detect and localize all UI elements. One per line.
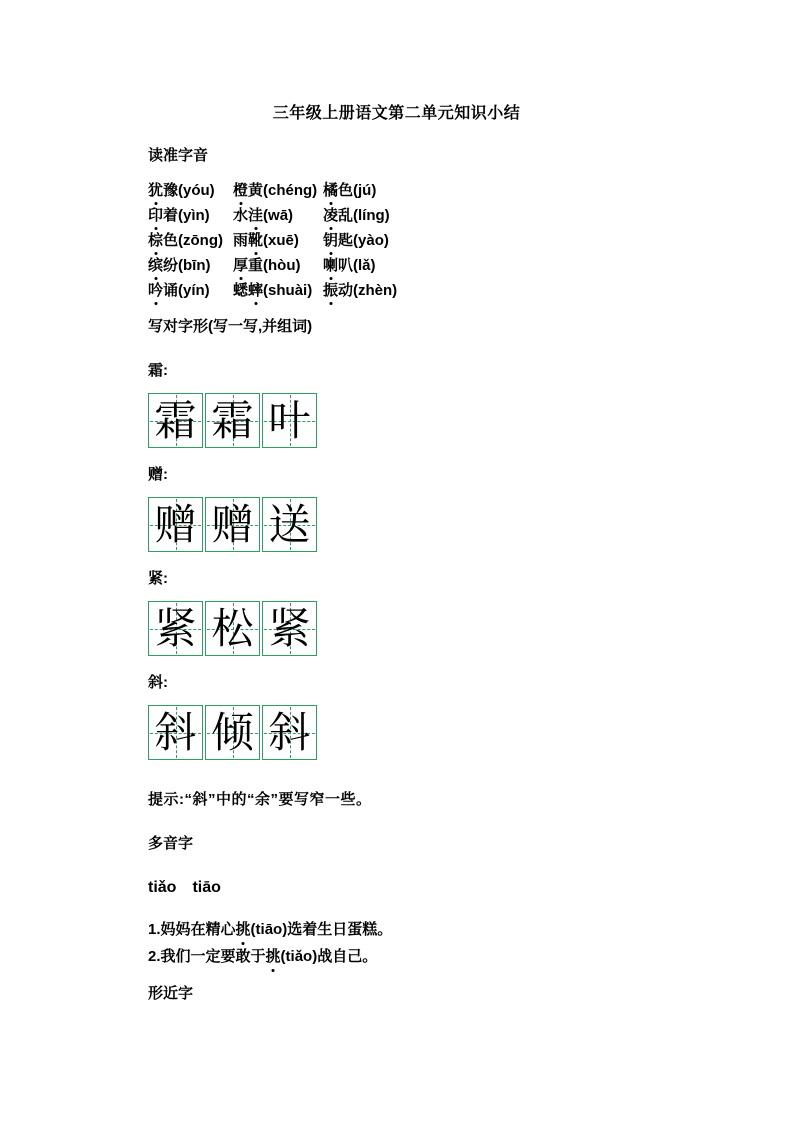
pinyin-word <box>323 178 663 203</box>
word-after: 色(jú) <box>338 182 377 199</box>
char-label: 霜: <box>148 362 168 379</box>
sentence-before: 2.我们一定要敢于 <box>148 948 266 965</box>
word-after: 纷(bīn) <box>163 257 211 274</box>
practice-char: 赠 <box>211 499 254 549</box>
practice-char: 斜 <box>154 707 197 757</box>
word-before: 水 <box>233 207 249 224</box>
word-after: (xuē) <box>263 232 299 249</box>
practice-char: 叶 <box>268 395 311 445</box>
pinyin-word <box>323 253 663 278</box>
grid-cell <box>148 497 203 552</box>
word-emphasized-char: 靴 <box>248 228 263 253</box>
word-after: (wā) <box>263 207 294 224</box>
practice-char: 霜 <box>154 395 197 445</box>
pinyin-word-row <box>148 228 663 253</box>
section-heading-writing: 写对字形(写一写,并组词) <box>148 318 313 335</box>
polyphone-pinyin: tiāo <box>192 879 221 896</box>
grid-cell <box>262 393 317 448</box>
grid-cell <box>262 705 317 760</box>
tian-zi-grid <box>148 601 663 656</box>
writing-block-xie <box>148 673 663 760</box>
grid-cell <box>148 393 203 448</box>
example-sentences <box>148 916 663 970</box>
word-after: 着(yìn) <box>163 207 210 224</box>
pinyin-word <box>323 228 663 253</box>
word-emphasized-char: 钥 <box>323 228 338 253</box>
word-after: 匙(yào) <box>338 232 389 249</box>
pinyin-word-row <box>148 278 663 303</box>
polyphone-pinyin: tiǎo <box>148 879 177 896</box>
word-after: 黄(chéng) <box>248 182 318 199</box>
grid-cell <box>205 601 260 656</box>
section-heading-pinyin: 读准字音 <box>148 147 209 164</box>
example-sentence <box>148 943 663 970</box>
pinyin-word <box>148 253 233 278</box>
practice-char: 倾 <box>211 707 254 757</box>
pinyin-word <box>148 178 233 203</box>
word-after: (shuài) <box>263 282 313 299</box>
section-heading-polyphone: 多音字 <box>148 835 194 852</box>
writing-block-jin <box>148 569 663 656</box>
practice-char: 赠 <box>154 499 197 549</box>
sentence-emphasized-char: 挑 <box>266 943 281 970</box>
word-emphasized-char: 橙 <box>233 178 248 203</box>
sentence-before: 1.妈妈在精心 <box>148 921 236 938</box>
word-emphasized-char: 印 <box>148 203 163 228</box>
grid-cell <box>148 705 203 760</box>
grid-cell <box>205 393 260 448</box>
pinyin-word <box>233 178 323 203</box>
word-emphasized-char: 凌 <box>323 203 338 228</box>
pinyin-word <box>148 278 233 303</box>
sentence-after: (tiāo)选着生日蛋糕。 <box>250 921 393 938</box>
word-emphasized-char: 犹 <box>148 178 163 203</box>
word-after: 豫(yóu) <box>163 182 215 199</box>
tian-zi-grid <box>148 393 663 448</box>
page-title: 三年级上册语文第二单元知识小结 <box>272 105 521 122</box>
practice-char: 送 <box>268 499 311 549</box>
char-label: 赠: <box>148 466 168 483</box>
writing-tip: 提示:“斜”中的“余”要写窄一些。 <box>148 791 372 808</box>
pinyin-word <box>233 278 323 303</box>
word-after: 色(zōng) <box>163 232 223 249</box>
word-emphasized-char: 蟀 <box>248 278 263 303</box>
word-emphasized-char: 振 <box>323 278 338 303</box>
pinyin-word-list <box>148 178 663 303</box>
word-emphasized-char: 棕 <box>148 228 163 253</box>
grid-cell <box>148 601 203 656</box>
pinyin-word-row <box>148 253 663 278</box>
word-after: 叭(lǎ) <box>338 257 376 274</box>
word-after: 重(hòu) <box>248 257 301 274</box>
word-emphasized-char: 缤 <box>148 253 163 278</box>
grid-cell <box>205 497 260 552</box>
word-emphasized-char: 吟 <box>148 278 163 303</box>
char-label: 斜: <box>148 674 168 691</box>
word-after: 诵(yín) <box>163 282 210 299</box>
practice-char: 紧 <box>154 603 197 653</box>
grid-cell <box>205 705 260 760</box>
char-label: 紧: <box>148 570 168 587</box>
pinyin-word <box>233 253 323 278</box>
grid-cell <box>262 601 317 656</box>
word-after: 乱(líng) <box>338 207 390 224</box>
word-emphasized-char: 厚 <box>233 253 248 278</box>
writing-block-shuang <box>148 361 663 448</box>
section-heading-similar: 形近字 <box>148 985 194 1002</box>
sentence-emphasized-char: 挑 <box>236 916 251 943</box>
word-emphasized-char: 橘 <box>323 178 338 203</box>
example-sentence <box>148 916 663 943</box>
pinyin-word <box>233 228 323 253</box>
practice-char: 松 <box>211 603 254 653</box>
word-before: 雨 <box>233 232 249 249</box>
sentence-after: (tiǎo)战自己。 <box>280 948 378 965</box>
pinyin-word-row <box>148 203 663 228</box>
pinyin-word <box>323 203 663 228</box>
pinyin-word <box>323 278 663 303</box>
pinyin-word <box>148 228 233 253</box>
polyphone-pinyins <box>148 878 663 898</box>
writing-block-zeng <box>148 465 663 552</box>
pinyin-word-row <box>148 178 663 203</box>
practice-char: 斜 <box>268 707 311 757</box>
tian-zi-grid <box>148 497 663 552</box>
pinyin-word <box>233 203 323 228</box>
grid-cell <box>262 497 317 552</box>
word-after: 动(zhèn) <box>338 282 398 299</box>
word-before: 蟋 <box>233 282 249 299</box>
tian-zi-grid <box>148 705 663 760</box>
word-emphasized-char: 喇 <box>323 253 338 278</box>
pinyin-word <box>148 203 233 228</box>
practice-char: 紧 <box>268 603 311 653</box>
word-emphasized-char: 洼 <box>248 203 263 228</box>
practice-char: 霜 <box>211 395 254 445</box>
